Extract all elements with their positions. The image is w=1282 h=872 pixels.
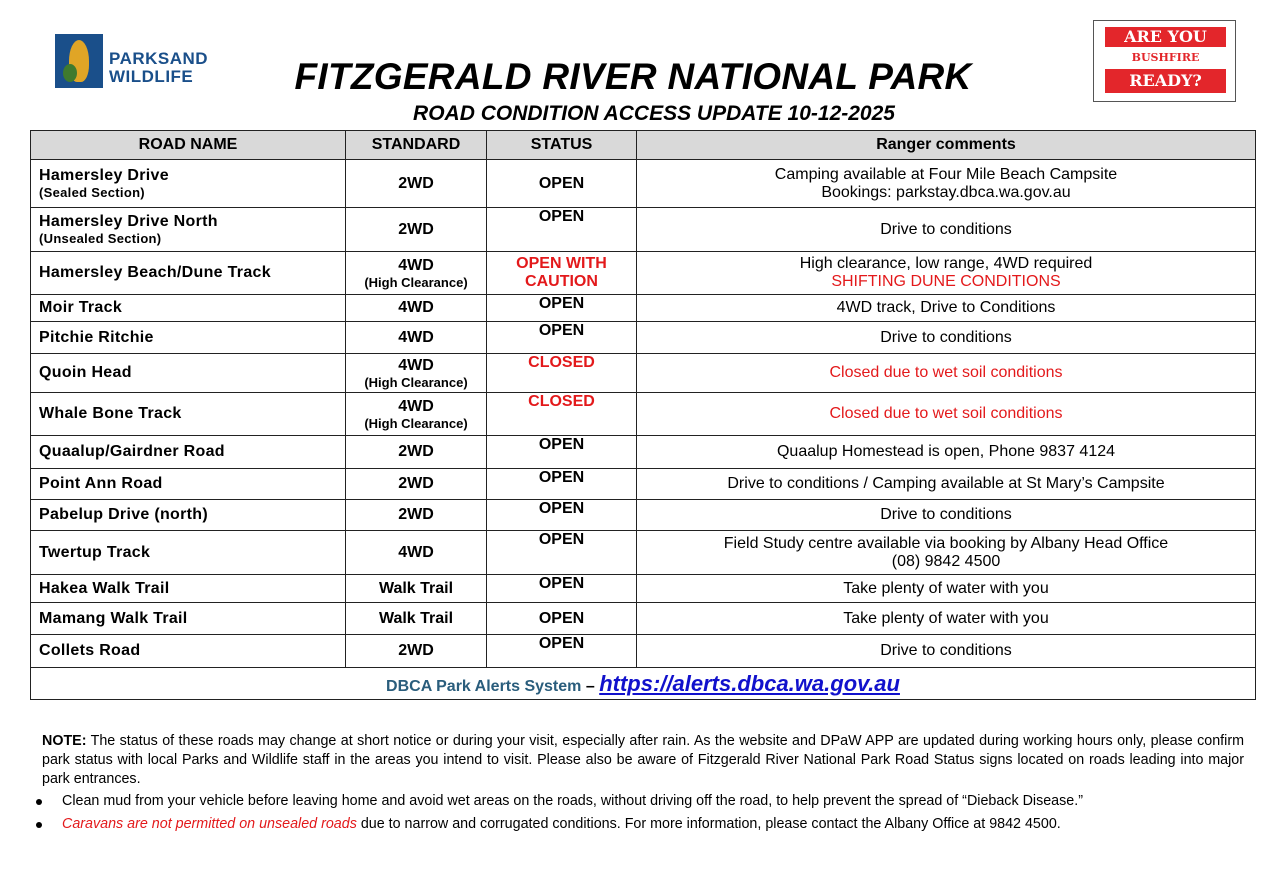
status-cell: OPEN [487, 295, 637, 322]
table-row [31, 393, 1256, 436]
standard-cell: 4WD [346, 295, 487, 322]
standard-cell: 4WD (High Clearance) [346, 252, 487, 295]
table-row [31, 322, 1256, 354]
comment-cell: 4WD track, Drive to Conditions [637, 295, 1256, 322]
comment-cell: Drive to conditions [637, 208, 1256, 252]
standard-cell: 2WD [346, 436, 487, 469]
standard-cell: 2WD [346, 500, 487, 531]
road-name-cell: Whale Bone Track [31, 393, 346, 436]
status-cell: OPEN [487, 603, 637, 635]
header-standard: STANDARD [346, 131, 487, 160]
status-cell: CLOSED [487, 393, 637, 436]
status-cell: OPEN [487, 635, 637, 668]
road-name-cell: Quaalup/Gairdner Road [31, 436, 346, 469]
status-cell: OPEN [487, 160, 637, 208]
comment-cell: Take plenty of water with you [637, 575, 1256, 603]
table-row [31, 469, 1256, 500]
road-name-cell: Point Ann Road [31, 469, 346, 500]
bushfire-line3: READY? [1105, 69, 1226, 93]
road-status-table [30, 130, 1256, 700]
page-subtitle: ROAD CONDITION ACCESS UPDATE 10-12-2025 [413, 102, 895, 125]
alerts-dash: – [585, 677, 595, 695]
standard-cell: 2WD [346, 469, 487, 500]
standard-cell: 4WD (High Clearance) [346, 393, 487, 436]
note-label: NOTE: [42, 733, 87, 749]
comment-cell: Drive to conditions [637, 635, 1256, 668]
note-paragraph [42, 732, 1244, 789]
table-row [31, 252, 1256, 295]
table-row [31, 575, 1256, 603]
standard-cell: 2WD [346, 635, 487, 668]
table-row [31, 635, 1256, 668]
status-cell: OPEN WITH CAUTION [487, 252, 637, 295]
road-name-cell: Hamersley Drive (Sealed Section) [31, 160, 346, 208]
road-name-cell: Moir Track [31, 295, 346, 322]
standard-cell: 2WD [346, 160, 487, 208]
logo-text-line2: WILDLIFE [109, 67, 194, 86]
comment-cell: Drive to conditions [637, 500, 1256, 531]
header-ranger-comments: Ranger comments [637, 131, 1256, 160]
comment-cell: Drive to conditions [637, 322, 1256, 354]
table-row [31, 436, 1256, 469]
comment-cell: Closed due to wet soil conditions [637, 354, 1256, 393]
comment-cell: Camping available at Four Mile Beach Campsite Bookings: parkstay.dbca.wa.gov.au [637, 160, 1256, 208]
table-row [31, 295, 1256, 322]
status-cell: OPEN [487, 208, 637, 252]
table-header-row [31, 131, 1256, 160]
standard-cell: Walk Trail [346, 575, 487, 603]
bushfire-line2: BUSHFIRE [1105, 49, 1226, 67]
road-name-cell: Twertup Track [31, 531, 346, 575]
standard-cell: 4WD (High Clearance) [346, 354, 487, 393]
bullet-text: Clean mud from your vehicle before leaving home and avoid wet areas on the roads, without driving off the road, to help prevent the spread of “Dieback Disease.” [62, 793, 1083, 809]
list-item [36, 792, 1256, 811]
status-cell: OPEN [487, 531, 637, 575]
table-row [31, 160, 1256, 208]
bullet-warning-text: Caravans are not permitted on unsealed roads [62, 816, 357, 832]
road-name-cell: Collets Road [31, 635, 346, 668]
status-cell: OPEN [487, 500, 637, 531]
page-title: FITZGERALD RIVER NATIONAL PARK [294, 56, 972, 97]
road-name-cell: Pabelup Drive (north) [31, 500, 346, 531]
status-cell: OPEN [487, 322, 637, 354]
comment-cell: High clearance, low range, 4WD required SHIFTING DUNE CONDITIONS [637, 252, 1256, 295]
standard-cell: 2WD [346, 208, 487, 252]
bullet-icon [36, 799, 42, 805]
alerts-cell [31, 668, 1256, 700]
road-name-cell: Mamang Walk Trail [31, 603, 346, 635]
status-cell: OPEN [487, 436, 637, 469]
comment-cell: Quaalup Homestead is open, Phone 9837 4124 [637, 436, 1256, 469]
table-row [31, 208, 1256, 252]
table-row [31, 531, 1256, 575]
status-cell: OPEN [487, 469, 637, 500]
road-name-cell: Quoin Head [31, 354, 346, 393]
note-text: The status of these roads may change at short notice or during your visit, especially after rain. As the website and DPaW APP are updated during working hours only, please confirm park status with local Parks and Wildlife staff in the areas you intend to visit. Please also be aware of Fitzgerald River National Park Road Status signs located on roads leading into major park entrances. [42, 733, 1244, 787]
header-road-name: ROAD NAME [31, 131, 346, 160]
bushfire-line1: ARE YOU [1105, 27, 1226, 47]
status-cell: OPEN [487, 575, 637, 603]
standard-cell: 4WD [346, 322, 487, 354]
road-name-cell: Hamersley Beach/Dune Track [31, 252, 346, 295]
alerts-row [31, 668, 1256, 700]
status-cell: CLOSED [487, 354, 637, 393]
bushfire-ready-badge [1093, 20, 1236, 102]
standard-cell: 4WD [346, 531, 487, 575]
list-item [36, 815, 1256, 834]
header-status: STATUS [487, 131, 637, 160]
alerts-label: DBCA Park Alerts System [386, 677, 582, 695]
comment-cell: Field Study centre available via booking by Albany Head Office (08) 9842 4500 [637, 531, 1256, 575]
road-name-cell: Hamersley Drive North (Unsealed Section) [31, 208, 346, 252]
comment-cell: Drive to conditions / Camping available at St Mary’s Campsite [637, 469, 1256, 500]
logo-text-line1: PARKSAND [109, 49, 209, 68]
notes-bullet-list [36, 792, 1256, 838]
table-row [31, 603, 1256, 635]
alerts-link[interactable]: https://alerts.dbca.wa.gov.au [599, 670, 900, 696]
comment-cell: Take plenty of water with you [637, 603, 1256, 635]
bullet-icon [36, 822, 42, 828]
table-row [31, 500, 1256, 531]
road-name-cell: Hakea Walk Trail [31, 575, 346, 603]
table-row [31, 354, 1256, 393]
standard-cell: Walk Trail [346, 603, 487, 635]
comment-cell: Closed due to wet soil conditions [637, 393, 1256, 436]
road-name-cell: Pitchie Ritchie [31, 322, 346, 354]
bullet-text: due to narrow and corrugated conditions. For more information, please contact the Albany Office at 9842 4500. [356, 816, 1061, 832]
